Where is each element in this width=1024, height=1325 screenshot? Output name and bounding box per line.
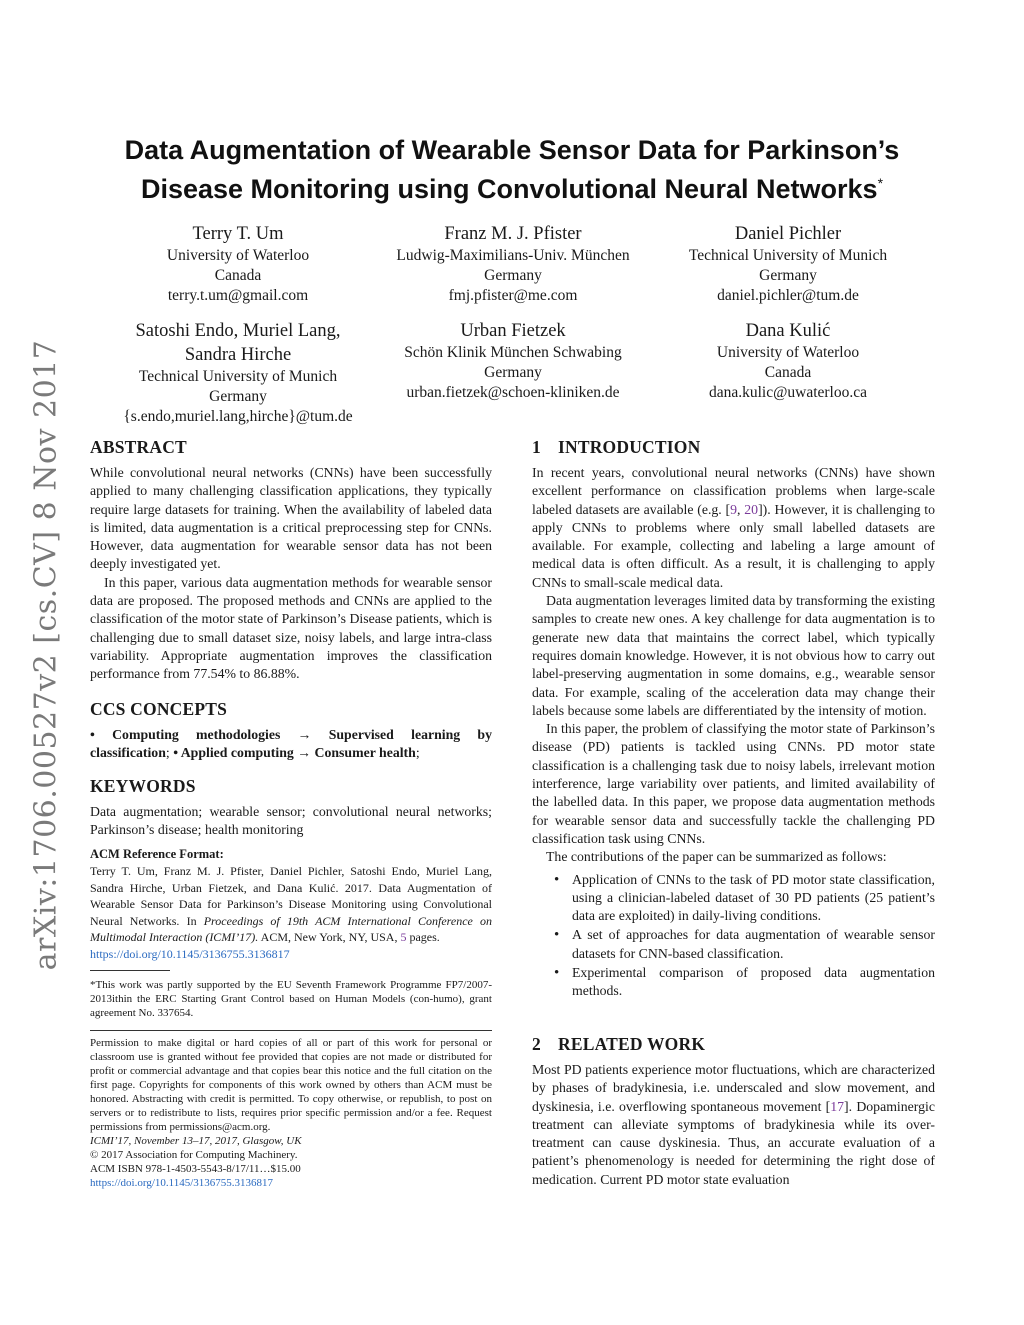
author-name-cont: Sandra Hirche <box>184 345 292 365</box>
keywords-heading: KEYWORDS <box>90 776 196 796</box>
intro-paragraph-1 <box>532 464 935 592</box>
author-country: Germany <box>759 267 817 284</box>
author-email: dana.kulic@uwaterloo.ca <box>708 384 867 401</box>
acm-ref-heading: ACM Reference Format: <box>90 847 224 861</box>
author-name: Urban Fietzek <box>460 321 566 341</box>
ccs-concept-1a: • Computing methodologies <box>90 727 281 742</box>
contribution-item: • A set of approaches for data augmentation of wearable sensor datasets for CNN-based classification. <box>572 926 935 963</box>
intro-p1-b: ]). However, it is challenging to apply CNNs to problems where only small labelled datasets are available. For example, collecting and labeling a large amount of medical data is often difficult. As a result, it is challenging to apply CNNs to small-scale medical data. <box>532 501 935 590</box>
ccs-concept-2b: Consumer health <box>314 745 416 761</box>
author-country: Canada <box>764 364 812 381</box>
author-fietzek <box>373 319 653 403</box>
acm-ref-pages-link[interactable]: 5 <box>400 930 407 944</box>
paper-title <box>90 134 934 206</box>
keywords-section <box>90 776 492 840</box>
title-line-2 <box>90 167 934 206</box>
ccs-arrow: → <box>297 745 312 761</box>
permission-block <box>90 1036 492 1190</box>
related-p-b: ]. Dopaminergic treatment can alleviate symptoms of bradykinesia while its over-treatment can cause dyskinesia. Thus, an accurate evaluation of a patient’s phenomenology is needed for determining the right dose of medication. Current PD motor state evaluation <box>532 1098 935 1187</box>
author-country: Germany <box>484 364 542 381</box>
intro-paragraph-4: The contributions of the paper can be summarized as follows: <box>546 849 887 865</box>
author-email: urban.fietzek@schoen-kliniken.de <box>406 384 620 401</box>
permission-isbn: ACM ISBN 978-1-4503-5543-8/17/11…$15.00 <box>90 1163 301 1175</box>
ccs-concept-1b: Supervised learning by classification <box>90 727 492 761</box>
author-affiliation: University of Waterloo <box>166 247 310 264</box>
ccs-concept-2a: • Applied computing <box>173 745 294 761</box>
ccs-section <box>90 699 492 763</box>
author-affiliation: Schön Klinik München Schwabing <box>404 344 622 361</box>
citation-link-17[interactable]: 17 <box>830 1098 845 1114</box>
ccs-heading: CCS CONCEPTS <box>90 699 228 719</box>
related-number: 2 <box>532 1034 541 1054</box>
author-name: Satoshi Endo, Muriel Lang, <box>135 321 341 341</box>
title-line-1: Data Augmentation of Wearable Sensor Data for Parkinson’s <box>124 135 900 165</box>
acm-ref-authors: Terry T. Um, Franz M. J. Pfister, Daniel Pichler, Satoshi Endo, Muriel Lang, Sandra Hirche, Urban Fietzek, and Dana Kulić. 2017. Data Augmentation of Wearable Sensor Data for Parkinson’s Disease Monitoring using Convolutional Neural Networks. In <box>90 864 492 928</box>
author-affiliation: Technical University of Munich <box>688 247 888 264</box>
intro-p1-a: In recent years, convolutional neural networks (CNNs) have shown excellent performance on classification problems when large-scale labeled datasets are available (e.g. [ <box>532 465 935 517</box>
author-email: daniel.pichler@tum.de <box>717 287 859 304</box>
author-name: Dana Kulić <box>745 321 831 341</box>
author-country: Germany <box>209 388 267 405</box>
related-paragraph <box>532 1061 935 1189</box>
contribution-item: • Experimental comparison of proposed data augmentation methods. <box>572 964 935 1001</box>
permission-copyright: © 2017 Association for Computing Machinery. <box>90 1149 298 1161</box>
abstract-heading: ABSTRACT <box>90 437 187 457</box>
ccs-arrow: → <box>297 727 312 742</box>
acm-reference <box>90 846 492 962</box>
acm-ref-doi-link[interactable]: https://doi.org/10.1145/3136755.3136817 <box>90 946 290 961</box>
title-footnote-mark: * <box>877 175 884 191</box>
related-heading <box>532 1034 935 1055</box>
author-affiliation: Ludwig-Maximilians-Univ. München <box>396 247 630 264</box>
abstract-paragraph-2: In this paper, various data augmentation methods for wearable sensor data are proposed. The proposed methods and CNNs are applied to the classification of the motor state of Parkinson’s Disease patients, which is challenging due to small dataset size, noisy labels, and large intra-class variability. Appropriate augmentation improves the classification performance from 77.54% to 86.88%. <box>90 574 492 682</box>
intro-heading <box>532 437 935 458</box>
author-country: Germany <box>484 267 542 284</box>
contributions-list <box>532 871 935 1001</box>
author-email: fmj.pfister@me.com <box>448 287 578 304</box>
author-kulic <box>668 319 908 403</box>
author-affiliation: Technical University of Munich <box>138 368 338 385</box>
author-affiliation: University of Waterloo <box>716 344 860 361</box>
author-um <box>128 222 348 306</box>
permission-text: Permission to make digital or hard copies of all or part of this work for personal or classroom use is granted without fee provided that copies are not made or distributed for profit or commercial advantage and that copies bear this notice and the full citation on the first page. Copyrights for components of this work owned by others than ACM must be honored. Abstracting with credit is permitted. To copy otherwise, or republish, to post on servers or to redistribute to lists, requires prior specific permission and/or a fee. Request permissions from permissions@acm.org. <box>90 1037 492 1133</box>
permission-doi-link[interactable]: https://doi.org/10.1145/3136755.3136817 <box>90 1177 274 1189</box>
intro-title: INTRODUCTION <box>558 437 701 457</box>
title-line-2-text: Disease Monitoring using Convolutional Neural Networks <box>140 174 878 204</box>
author-email: terry.t.um@gmail.com <box>167 287 309 304</box>
citation-comma: , <box>737 501 745 517</box>
acm-ref-pages-word: pages. <box>406 930 440 944</box>
arxiv-stamp <box>26 339 66 971</box>
ccs-concepts <box>90 726 492 763</box>
author-endo-lang-hirche <box>103 319 373 427</box>
permission-conference: ICMI’17, November 13–17, 2017, Glasgow, UK <box>90 1135 302 1147</box>
author-country: Canada <box>214 267 262 284</box>
ccs-separator: ; <box>165 745 170 761</box>
abstract-paragraph-1: While convolutional neural networks (CNNs) have been successfully applied to many challenging classification applications, they typically require large datasets for training. When the availability of labeled data is limited, data augmentation is a critical preprocessing step for CNNs. However, data augmentation for wearable sensor data has not been deeply investigated yet. <box>90 465 492 572</box>
intro-paragraph-2: Data augmentation leverages limited data by transforming the existing samples to create new ones. A key challenge for data augmentation is to generate new data that maintains the correct label, which typically requires domain knowledge. However, it is not obvious how to carry out label-preserving augmentation in some domains, e.g., wearable sensor data. For example, scaling of the acceleration data may change their labels because some labels are differentiated by the intensity of motion. <box>532 593 935 718</box>
contribution-item: • Application of CNNs to the task of PD motor state classification, using a clinician-labeled dataset of 30 PD patients (25 patient’s data are exploited) in daily-living conditions. <box>572 871 935 926</box>
related-p-a: Most PD patients experience motor fluctuations, which are characterized by phases of bradykinesia, i.e. underscaled and slow movement, and dyskinesia, i.e. overflowing spontaneous movement [ <box>532 1062 935 1114</box>
author-name: Terry T. Um <box>192 224 284 244</box>
permission-rule <box>90 1030 492 1031</box>
keywords-text: Data augmentation; wearable sensor; convolutional neural networks; Parkinson’s disease; health monitoring <box>90 804 492 838</box>
arxiv-id: arXiv:1706.00527v2 [cs.CV] 8 Nov 2017 <box>28 339 64 971</box>
intro-paragraph-3: In this paper, the problem of classifying the motor state of Parkinson’s disease (PD) patients is tackled using CNNs. PD motor state classification is a challenging task due to noisy labels, irrelevant motion interference, large variability over patients, and limited availability of the labelled data. In this paper, we propose data augmentation methods for wearable sensor data and successfully tackle the challenging PD classification task using CNNs. <box>532 721 935 846</box>
acm-ref-text <box>90 863 492 962</box>
acm-ref-venue: Proceedings of 19th ACM International Conference on Multimodal Interaction (ICMI’17). <box>90 913 492 944</box>
footnote: *This work was partly supported by the EU Seventh Framework Programme FP7/2007-2013ithin the ERC Starting Grant Control based on Human Models (con-humo), grant agreement No. 337654. <box>90 979 492 1019</box>
introduction-section <box>532 437 935 1002</box>
author-name: Daniel Pichler <box>734 224 842 244</box>
intro-number: 1 <box>532 437 541 457</box>
citation-link-20[interactable]: 20 <box>744 501 759 517</box>
author-pfister <box>373 222 653 306</box>
ccs-end: ; <box>415 745 420 761</box>
abstract-section <box>90 437 492 684</box>
author-name: Franz M. J. Pfister <box>444 224 582 244</box>
related-work-section <box>532 1034 935 1189</box>
footnote-rule <box>90 970 170 971</box>
citation-link-9[interactable]: 9 <box>730 501 738 517</box>
related-title: RELATED WORK <box>558 1034 706 1054</box>
acm-ref-publisher: ACM, New York, NY, USA, <box>258 930 401 944</box>
author-email: {s.endo,muriel.lang,hirche}@tum.de <box>123 408 353 425</box>
author-pichler <box>668 222 908 306</box>
